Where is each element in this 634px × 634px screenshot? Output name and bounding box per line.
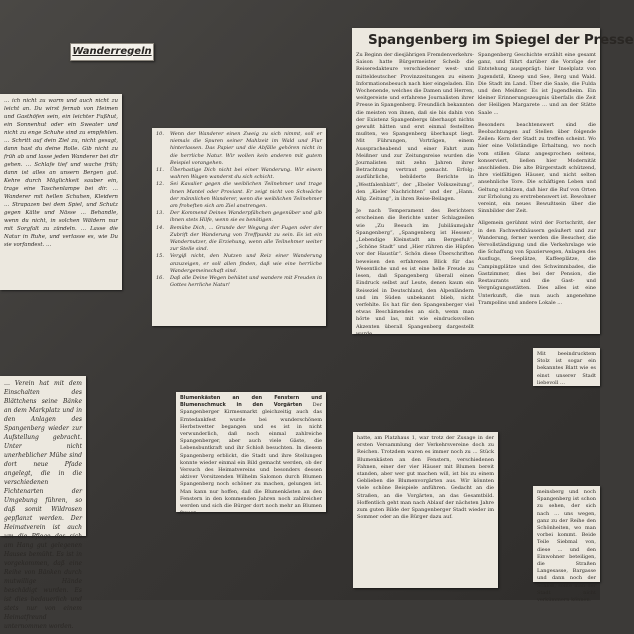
wanderregeln-right-list	[152, 128, 326, 292]
list-item: 14. Bemühe Dich, … Grunde der Wegung der Fugen oder der Zubrift der Wanderung von Treffpunkt zu sein. Es ist ein Wandernutzer, die Erziehung, wenn alle Teilnehmer weiter zur Stelle sind.	[156, 224, 322, 253]
blumen-title: Blumenkästen an den Fenstern und Blumenschmuck in den Vorgärten	[180, 395, 322, 409]
wanderregeln-right-clip	[152, 128, 326, 326]
meinsberg-clip	[533, 486, 600, 604]
list-item: 11. Überhastige Dich nicht bei einer Wanderung. Wir einem wahren Wagen wanderst du sich schicht.	[156, 167, 322, 181]
aside-text: Mit beeindrucktem Stolz ist sogar ein bekanntes Blatt wie es einst unserer Stadt liebevoll …	[537, 351, 596, 386]
wanderregeln-left-clip	[0, 94, 122, 290]
platzhaus-clip	[353, 432, 498, 588]
list-item: 10. Wenn der Wanderer einen Zweig zu sich nimmt, soll er niemals die Spuren seiner Mahlzeit im Wald und Flur hinterlassen. Das Papier und die Abfälle gehören nicht in die herrliche Natur. Wir wollen kein anderen mit gutem Beispiel vorangehen.	[156, 131, 322, 166]
spiegel-col2-p3: Allgemein gerühmt wird der Fortschritt, der in den Fachwerkhäusern geäußert und zur Wanderung, ferner werden die Besucher, die Vervollständigung und die Verkehrslage wie die Schaffung von Spazierwegen, Anlagen des Ausflugs, Seeplätze, Kaffeeplätze, die Campingplätze und des Schwimmbades, die Gastzimmer, dies bei der Pension, die Restaurants und die Gast- und Vergnügungsstätten. Dies alles ist eine Unterkunft, die nun auch angenehme Trampolins und andere Lokale …	[478, 220, 596, 306]
wanderregeln-left-text: … ich nicht zu warm und auch nicht zu leicht an. Du wirst fernab von Heimen und Gasthöfen sein, ein leichter Fußhut, ein Sonnenhut oder ein Sweater und nicht zu enge Schuhe sind zu empfehlen. … Schritt auf dein Ziel zu, nicht gesagt, dann hast du deine Rolle. Gib nicht zu früh ab und lasse jeden Wanderer bei dir gehen. … Schlafe tief und wache früh; dann ist alles an unsern Bergen gut. Kehre durch Möglichkeit sauber ein, trage eine Taschenlampe bei dir. … Wanderer mit hellen Schuhen, Kleidern … Strapazen bei dem Spiel, und Schutz gegen Kälte und Nässe … Behandle, wenn du nicht, in solchen Wäldern nur mit Sorgfalt zu zündeln. … Lasse die Natur in Ruhe, und verlasse es, wie Du sie vorfandest. …	[4, 98, 118, 248]
spiegel-col2-p1: Spangenberg Geschichte erzählt eine gesamt ganz, und führt darüber die Vorzüge der Entstehung ausgeprägt: hier Inselplatz von Jugendstil, Kneep und See, Berg und Wald. Die Stadt im Land. Über die Saale, die Fulda und den Meißner. Es ist Jugendheim. Ein kleiner Erinnerungszeugnis überfalls die Zeit der Heiligen Margarete … und an der Stätte Saale …	[478, 52, 596, 116]
blumen-text: Der Spangenberger Kirmesmarkt gleichzeitig auch das Erntedankfest wurde bei wunderschönem Herbstwetter begangen und es ist in nicht verwunderlich, daß noch einmal zahlreiche Spangenberger, aber auch viele Gäste, die Lebensbuntkraft und ihr Schloß besuchten. In diesem Spangenberg erblickt, die Stadt und ihre Stellungen konnte wieder einmal ein Bild gemacht werden, ob der Versuch des Heimatvereins und besonders dessen aktiver Vorsitzenden Wilhelm Salomon durch Blumen Spangenberg noch schöner zu machen, gelungen ist. Man kann nur hoffen, daß die Blumenkästen an den Fenstern in den kommenden Jahren noch zahlreicher werden und sich die Bürger dort noch mehr an Blumen freuen.	[180, 402, 322, 517]
spiegel-title: Spangenberg im Spiegel der Presse	[368, 32, 634, 48]
list-item: 15. Vergiß nicht, den Nutzen und Reiz einer Wanderung anzuzeigen, er soll allen finden, daß wie eine herrliche Wandergemeinschaft sind.	[156, 253, 322, 274]
list-item: 12. Sei Kavalier gegen die weiblichen Teilnehmer und trage ihnen Mantel oder Proviant. Er zeigt nicht von Schwäche der männlichen Wanderer, wenn die weiblichen Teilnehmer am froheften sich am Ziel anstrengen.	[156, 181, 322, 210]
aside-clip	[533, 348, 600, 386]
wanderregeln-title: Wanderregeln	[72, 46, 152, 57]
platzhaus-text: hatte, am Platzhaus 1, war trotz der Zusage in der ersten Versammlung der Verkehrsvereine doch zu Reichen. Trotzdem waren es immer noch zu … Stück Blumenkästen an den Fenstern, verschiedenen Fahnen, einer der vier Häuser mit Blumen bereit standen, aber wer gut machen will, ist bis zu einem Geblieben die Blumenvorgärten aus. Wir könnten viele schöne Beispiele anführen. Gedacht an die Straßen, an die Vorgärten, an das Gesamtbild. Hoffentlich geht man nach Ablauf der nächsten Jahre zum guten Bilde der Spangenberger Stadt wieder im Sommer oder an die Bürger dazu auf.	[357, 435, 494, 521]
spiegel-article	[352, 28, 634, 337]
spiegel-col1-p1: Zu Beginn der diesjährigen Fremdenverkehrs-Saison hatte Bürgermeister Scheib die Reiseredakteure verschiedener west- und mitteldeutscher Provinzzeitungen zu einem Informationsbesuch nach hier eingeladen. Ein Wochenende, welches die Damen und Herren, weitgereiste und erfahrene Journalisten ihrer Presse in Spangenberg. Freundlich bekannten die meisten von ihnen, daß sie bis dahin von der Existenz Spangenbergs überhaupt nichts gewußt hätten und erst einmal festellten mußten, wo Spangenberg überhaupt liegt. Mit Führungen, Vorträgen, einem Ausspracheabend und einer Fahrt zum Meißner und zur Zeitungsreise wurden die Journalisten mit zehn Jahren ihrer Betrachtung vertraut gemacht. Erfolg: ausführliche, bebilderte Berichte in „Westfalenblatt“, der „Ebeler Volkszeitung“, den „Kieler Nachrichten“ und der „Hann. Allg. Zeitung“, in ihren Reise-Beilagen.	[356, 52, 475, 203]
wanderregeln-title-clip	[70, 43, 154, 61]
list-item: 16. Daß alle Deine Wegen behütet und wandere mit Freuden in Gottes herrliche Natur!	[156, 275, 322, 289]
meinsberg-text: meinsberg und noch Spangenberg ist schon zu sehen, der sich nach … uns wegen, ganz zu der Reihe den Schönheiten, wo man vorbei kommt. Beide Teile Siebmal von, diese … und den Einwohner beteiligen, die Straßen Langesasse, Bargasse und dann noch der Schloß, sollte man der Stadt nicht verkümmern können.	[537, 489, 596, 604]
heimatverein-clip	[0, 376, 86, 630]
spiegel-col1-p2: Je nach Temperament des Berichters erscheinen die Berichte unter Schlagzeilen wie „Zu Besuch im Jubiläumsjahr Spangenberg“, „Spangenberg ist Hessen“, „Lebendige Kleinstadt am Bergesfuß“, „Schöne Stadt“ und „Hier rühren die Hüpfen vor der Haustür“. Schön diese Überschriften beweisen den erfahrenen Blick für das Wesentliche und es ist eine helle Freude zu lesen, daß Spangenberg überall einen Eindruck selbst auf Leute, denen kaum ein Reiseziel in Deutschland, den Alpenländern und im Süden unbekannt blieb, nicht verfehlte. Es hat für den Spangenberger viel etwas Beschämendes an sich, wenn man hörte und las, mit wie eindrucksvollen Akzenten überall Spangenberg dargestellt wurde.	[356, 208, 474, 337]
blumen-clip	[176, 392, 326, 517]
heimatverein-text: … Verein hat mit dem Einschalten des Blättchens seine Bänke an dem Markplatz und in den Anlagen des Spangenberg wieder zur Aufstellung gebracht. Unter nicht unerheblicher Mühe sind dort neue Pfade angelegt, die in die verschiedenen Fichtenarten der Umgebung führen, so daß somit Wildrosen gepflanzt werden. Der Heimatverein ist auch um die Pflege des sich am Hang gut gelegenen Hauses bemüht. Es ist in vorgekommen, daß eine Reihe von Bänken durch mutwillige Hände beschädigt wurden. Es ist dies bedauerlich und stets nur von einem Heimatfreund unternommen worden.	[4, 380, 82, 630]
list-item: 13. Der Kommend Deines Wanderpfähchen gegenüber und gib ihnen stets Hilfe, wenn sie es benötigen.	[156, 210, 322, 224]
spiegel-col2-p2: Besonders beachtenswert sind die Beobachtungen auf Stellen über folgende Zeilen: Kern der Stadt zu treffen scheint. Wo hier eine Vollständige Erhaltung, wo noch vom stillen Glanz angesprochen seitens, konserviert, ließen hier Modernität anschließen. Die alte Bürgerstadt schützend, ihre vielfältigen Häuser, und nicht selten ansehnliche Tore. Die schäftigen Leben und Geltung schätzen, daß hier die Ruf von Orten zur Erholung zu erstrebenswert ist. Bewohner vereint, ein neues Bewußtsein über die Sinnbilder der Zeit.	[478, 121, 596, 215]
